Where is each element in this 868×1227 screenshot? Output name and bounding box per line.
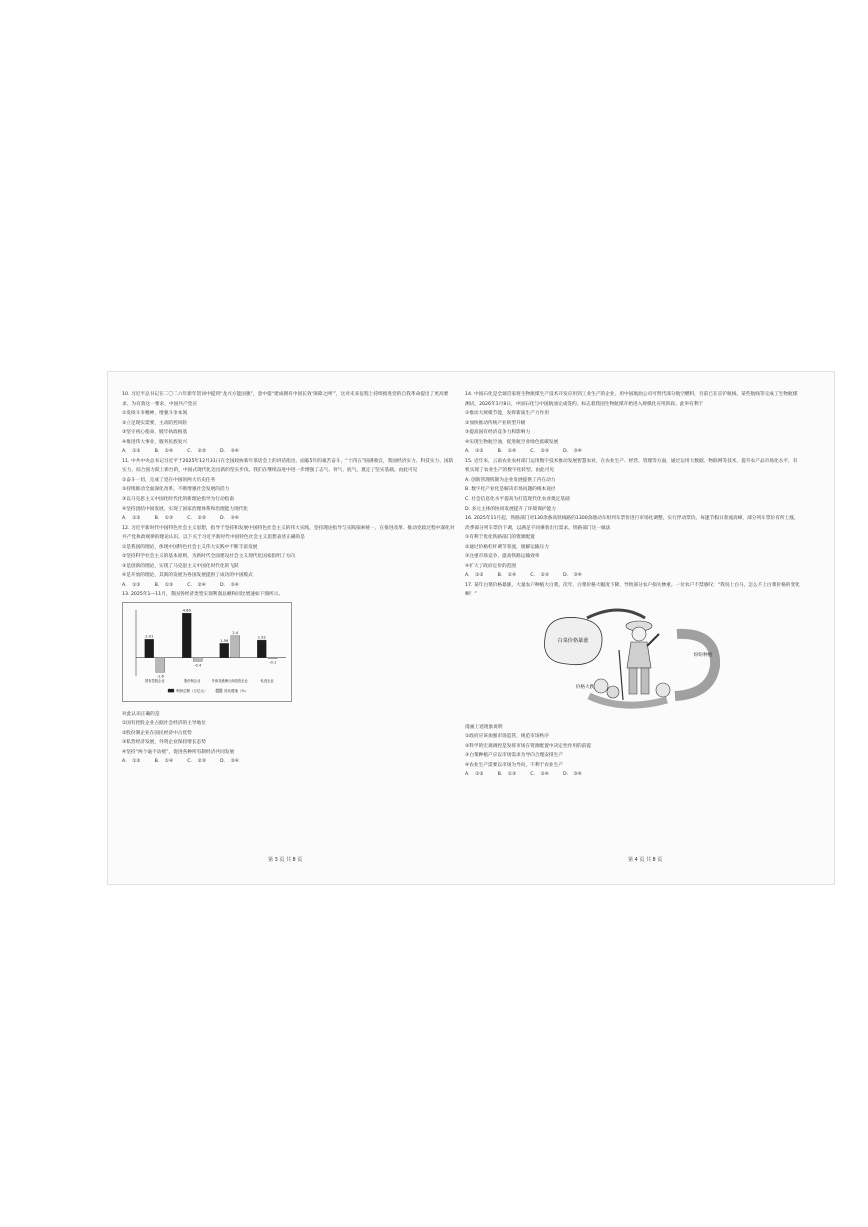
option: ③是创新的理论，实现了马克思主义中国化时代化的飞跃 (122, 563, 239, 569)
option: ③私营经济发展，外资企业保持增长态势 (122, 740, 206, 746)
option: ②坚持科学社会主义的基本原则，为新时代全面建设社会主义现代化国家指明了方向 (122, 554, 295, 560)
bottom-arrow (589, 696, 667, 705)
option: ②科学的宏观调控是发挥市场在资源配置中决定性作用的前提 (465, 743, 592, 749)
data-label: -1.6 (156, 674, 164, 679)
option: ③注重市场竞争，提高铁路运输效率 (465, 554, 540, 560)
data-label: 2.4 (232, 631, 239, 636)
cabbage-farmer-cartoon (527, 604, 737, 712)
option: ①是我国的理论，体现中国特色社会主义伟大实践中不断丰富发展 (122, 544, 258, 550)
interpretation-intro: 对此认识正确的是 (122, 711, 160, 717)
option: ③白菜种植户应以市场需求为导向合理安排生产 (465, 753, 563, 759)
option: ①政府应该加强市场监管，规范市场秩序 (465, 734, 549, 740)
data-label: 1.92 (257, 635, 266, 640)
left-page (122, 390, 457, 767)
question-16 (465, 514, 800, 581)
category-label: 国有控股企业 (144, 679, 165, 684)
answer-choices: A. ①② B. ①④ C. ②③ D. ③④ (122, 759, 239, 765)
question-stem: 10. 习近平总书记在二〇二六年新年贺词中提到“龙兴方能国强”，意中提“建成拥有中国长效‘保障之网’”，这对未来征程上持续推进党的自我革命提出了更高要求。为有效这一要求，中国共产党应 (122, 392, 449, 407)
answer-choices: A. ①② B. ①③ C. ②③ D. ③④ (122, 516, 239, 522)
bar (231, 636, 240, 658)
question-13 (122, 590, 457, 766)
question-17 (465, 581, 800, 780)
question-12 (122, 524, 457, 591)
farmer-figure (619, 621, 659, 700)
option: ③提高国有经济竞争力和影响力 (465, 430, 531, 436)
bottom-arrow-label: 价格大跌 (575, 685, 595, 691)
option: ②立足现实需要，主动防控风险 (122, 420, 188, 426)
option: ②通过价格杠杆调节客流，缓解运输压力 (465, 544, 549, 550)
bar (193, 658, 202, 662)
data-label: 2.01 (145, 634, 154, 639)
right-arrow-label: 纷纷种植 (693, 653, 713, 659)
page-footer-left: 第 3 页 共 8 页 (268, 857, 303, 863)
option: ④坚持“两个毫不动摇”，促进各种所有制经济共同发展 (122, 749, 235, 755)
answer-choices: A. ①② B. ①③ C. ②④ D. ③④ (465, 772, 582, 778)
bar (268, 658, 277, 659)
exam-sheet (108, 372, 834, 884)
answer-choices: A. ①② B. ①④ C. ②③ D. ③④ (122, 449, 239, 455)
data-label: 1.56 (220, 638, 229, 643)
bar (257, 640, 266, 658)
option: C. 社会信息化水平提高为打造现代化农业奠定基础 (465, 497, 570, 503)
option: B. 数字化产业化是解决市场问题的根本途径 (465, 487, 556, 493)
question-stem: 14. 中国石化是全球首家将生物航煤生产技术开发应用到工业生产的企业，用中国航油公司可替代部分航空燃料，目前已在京沪航线、某些航线等完成了生物航煤测试，2026年1月8日，中国石化与中国航油完成签约。标志着我国生物航煤开始进入规模化应用阶段。此举有利于 (465, 392, 798, 407)
question-14 (465, 390, 800, 457)
category-label: 私营企业 (260, 679, 274, 684)
option: D. 多元主体的协同发展提升了环境保护能力 (465, 506, 556, 512)
option: ①推动大规模节能，发挥新质生产力作用 (465, 411, 549, 417)
left-bubble-label: 白菜价格暴涨 (557, 638, 589, 645)
bar (220, 643, 229, 657)
bar (156, 658, 165, 673)
question-stem: 13. 2025年1—11月，我国各经济类型实现利润总额和同比增速如下图所示。 (122, 592, 284, 598)
answer-choices: A. ①② B. ①④ C. ②③ D. ③④ (465, 573, 582, 579)
data-label: -0.1 (269, 660, 277, 665)
option: ①有利于优化铁路部门的资源配置 (465, 535, 535, 541)
right-cycle-arrow (675, 634, 715, 696)
option: ④推进伟大事业，服务民族复兴 (122, 439, 188, 445)
option: ④是开放的理论，其新的发展为各国发展提供了成功的中国模式 (122, 573, 253, 579)
profit-bar-chart (122, 602, 292, 702)
question-10 (122, 390, 457, 457)
bar (145, 639, 154, 657)
category-label: 外商及港澳台商投资企业 (211, 679, 248, 684)
legend-label: 利润总额（万亿元） (176, 688, 208, 693)
option: ④实现生物航空油，促进航空业绿色低碳发展 (465, 439, 559, 445)
answer-choices: A. ①② B. ①③ C. ②④ D. ③④ (122, 582, 239, 588)
data-label: -0.4 (194, 663, 202, 668)
question-11 (122, 457, 457, 524)
legend-swatch (168, 689, 174, 692)
question-stem: 17. 某年白菜价格暴涨，大量农户种植大白菜。次年，白菜价格大幅度下降，导致部分农户损失惨重。一位农户不禁感叹：“我说上白马，怎么不上白菜价格的变化啊！” (465, 582, 800, 598)
category-label: 股份制企业 (184, 679, 201, 684)
option: ③坚守初心使命，锻牢执政根基 (122, 430, 188, 436)
question-stem: 16. 2025年11月起，铁路部门对130余条高铁线路的1300余趟动车组列车票价进行市场化调整，实行浮动票价。每逢节假日客流高峰，部分列车票价有所上涨，淡季部分列车票价下调，以满足不同乘客出行需求。铁路部门这一做法 (465, 516, 799, 531)
question-stem: 11. 中共中央总书记习近平于2025年12月31日在全国政协新年茶话会上的讲话指出，面临5年的艰苦奋斗，“十四五”圆满收官，我国经济实力、科技实力、国防实力、综合国力跃上新台阶，中国式现代化迈出新的坚实步伐。我们在继续奋进中进一步增强了志气、骨气、底气，奠定了坚实基础。由此可见 (122, 458, 454, 474)
question-15 (465, 457, 800, 514)
option: ②加快推动传统产业转型升级 (465, 420, 526, 426)
page-footer-right: 第 4 页 共 8 页 (628, 857, 663, 863)
option: ③以马克思主义中国化时代化的新理论指导为行动指南 (122, 497, 235, 503)
option: ④农业生产需要以市场为导向，不利于农业生产 (465, 762, 563, 768)
question-stem: 12. 习近平新时代中国特色社会主义思想，指导于坚持和发展中国特色社会主义的伟大实践，坚持理论指导与实践探索统一，在推进改革、推动党政过程中深化对共产党执政规律的理论认识。以下关于习近平新时代中国特色社会主义思想表述正确的是 (122, 525, 455, 541)
interpretation-intro: 漫画上述现象说明 (465, 724, 503, 730)
legend-swatch (216, 689, 222, 692)
option: ②股份制企业在国民经济中占优势 (122, 730, 192, 736)
data-label: 4.86 (182, 608, 191, 613)
option: ④坚持团结中国发展，实现了国家治理体系和治理能力现代化 (122, 506, 249, 512)
bar (182, 613, 191, 658)
option: ①发扬斗争精神，增强斗争本领 (122, 411, 188, 417)
option: ①国有控股企业占据社会经济的主导地位 (122, 721, 206, 727)
option: ①奋斗一切，完成了党在中国的两大历史任务 (122, 477, 216, 483)
question-stem: 15. 近年来，云南农业农村部门运用数字技术推动发展智慧农业，在农业生产、经营、管理等方面，通过运用大数据、物联网等技术，提升农产品市场化水平，有机实现了农业生产的数字化转型。由此可见 (465, 458, 798, 474)
curved-arrow-up (587, 610, 645, 618)
option: ④扩大了政府定价的范围 (465, 563, 517, 569)
option: A. 创新管理机制为企业发展提供了内在动力 (465, 477, 556, 483)
answer-choices: A. ①② B. ①④ C. ②③ D. ③④ (465, 449, 582, 455)
right-page (465, 390, 800, 780)
legend-label: 同比增速（%） (224, 688, 249, 693)
option: ②持续推动全面深化改革，不断增强社会发展的活力 (122, 487, 230, 493)
